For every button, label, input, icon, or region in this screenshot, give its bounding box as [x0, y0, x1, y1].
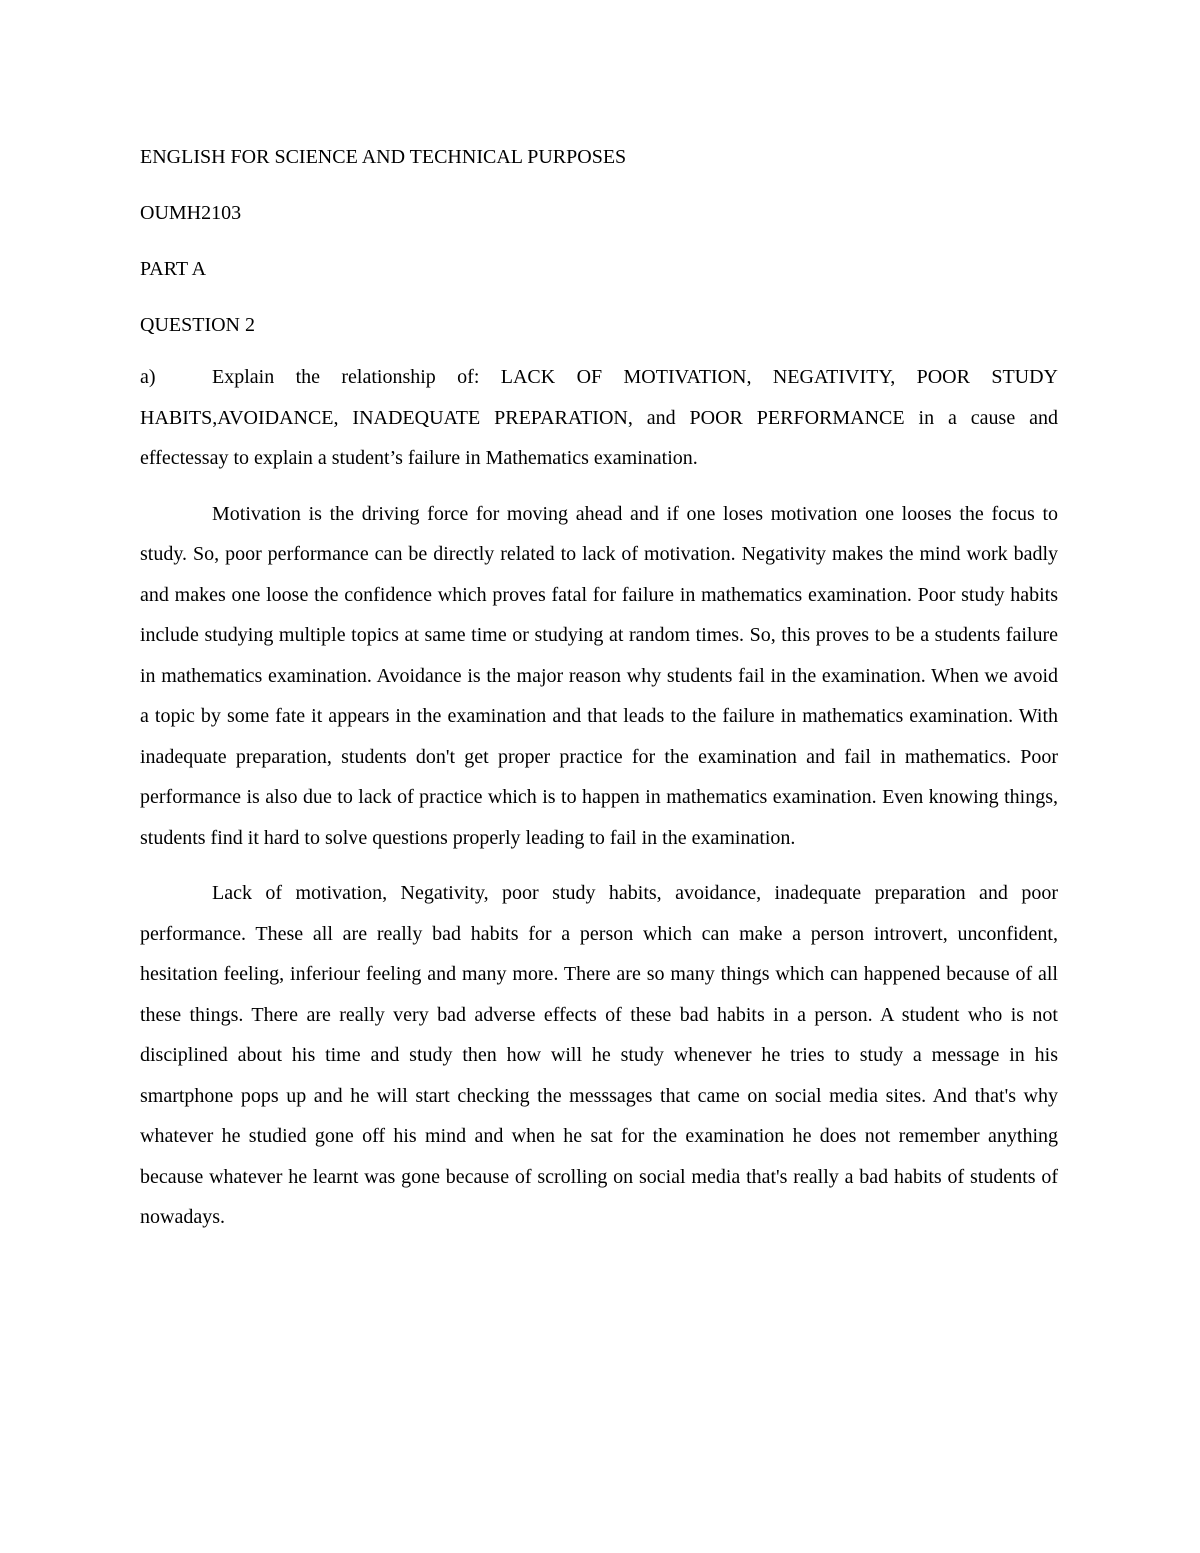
question-a-text: Explain the relationship of: LACK OF MOTIVATION, NEGATIVITY, POOR STUDY HABITS,AVOIDANCE, INADEQUATE PREPARATION, and POOR PERFORMANCE in a cause and effectessay to explain a student’s failure in Mathematics examination. — [140, 366, 1058, 469]
course-title: ENGLISH FOR SCIENCE AND TECHNICAL PURPOSES — [140, 146, 627, 168]
part-label: PART A — [140, 258, 207, 280]
question-a — [140, 357, 1058, 479]
answer-paragraph-2: Lack of motivation, Negativity, poor study habits, avoidance, inadequate preparation and poor performance. These all are really bad habits for a person which can make a person introvert, unconfident, hesitation feeling, inferiour feeling and many more. There are so many things which can happened because of all these things. There are really very bad adverse effects of these bad habits in a person. A student who is not disciplined about his time and study then how will he study whenever he tries to study a message in his smartphone pops up and he will start checking the messsages that came on social media sites. And that's why whatever he studied gone off his mind and when he sat for the examination he does not remember anything because whatever he learnt was gone because of scrolling on social media that's really a bad habits of students of nowadays. — [140, 882, 1058, 1228]
question-number: QUESTION 2 — [140, 314, 255, 336]
course-code: OUMH2103 — [140, 202, 242, 224]
answer-paragraph-1: Motivation is the driving force for moving ahead and if one loses motivation one looses the focus to study. So, poor performance can be directly related to lack of motivation. Negativity makes the mind work badly and makes one loose the confidence which proves fatal for failure in mathematics examination. Poor study habits include studying multiple topics at same time or studying at random times. So, this proves to be a students failure in mathematics examination. Avoidance is the major reason why students fail in the examination. When we avoid a topic by some fate it appears in the examination and that leads to the failure in mathematics examination. With inadequate preparation, students don't get proper practice for the examination and fail in mathematics. Poor performance is also due to lack of practice which is to happen in mathematics examination. Even knowing things, students find it hard to solve questions properly leading to fail in the examination. — [140, 502, 1058, 849]
question-a-label: a) — [140, 366, 156, 388]
document-page — [140, 137, 1058, 1238]
